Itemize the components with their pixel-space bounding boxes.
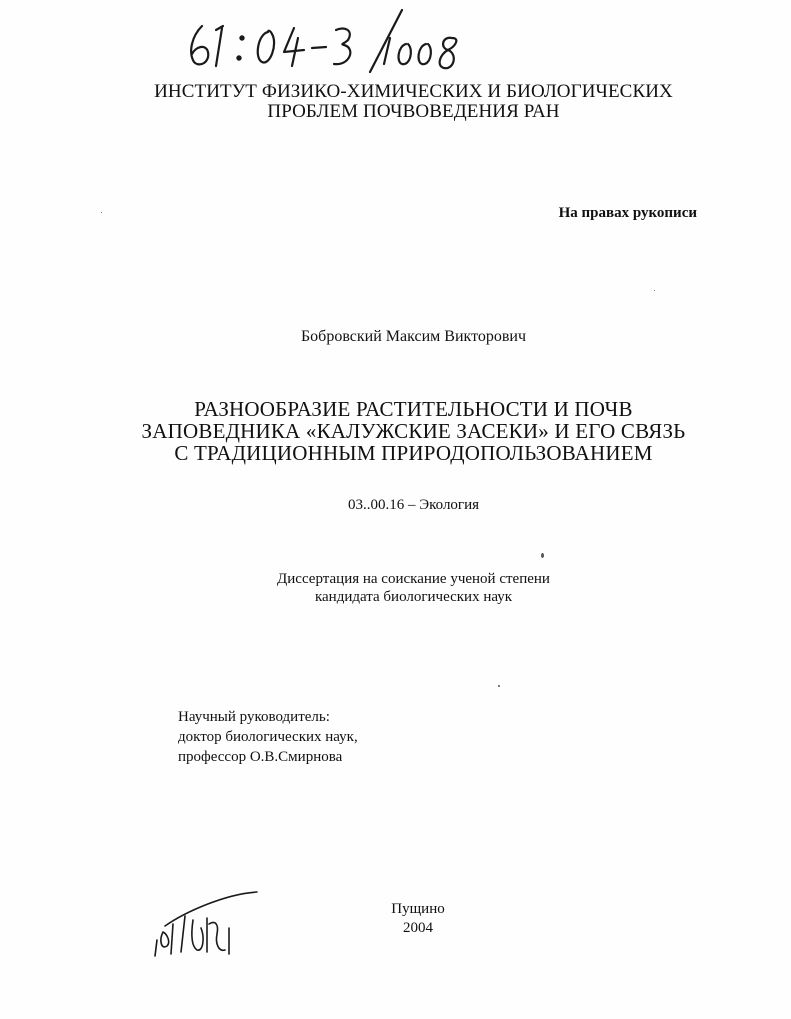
dissertation-degree-line1: Диссертация на соискание ученой степени: [277, 571, 550, 587]
supervisor-name: профессор О.В.Смирнова: [178, 749, 343, 765]
author-name: Бобровский Максим Викторович: [300, 328, 527, 345]
institute-name-line2: ПРОБЛЕМ ПОЧВОВЕДЕНИЯ РАН: [267, 101, 560, 122]
scan-speck: [541, 553, 544, 558]
publication-year: 2004: [403, 920, 433, 936]
thesis-title-line1: РАЗНООБРАЗИЕ РАСТИТЕЛЬНОСТИ И ПОЧВ: [194, 397, 633, 421]
scan-speck: [654, 290, 655, 291]
institute-name-line1: ИНСТИТУТ ФИЗИКО-ХИМИЧЕСКИХ И БИОЛОГИЧЕСКИХ: [154, 81, 673, 102]
supervisor-label: Научный руководитель:: [178, 709, 330, 725]
thesis-title-line2: ЗАПОВЕДНИКА «КАЛУЖСКИЕ ЗАСЕКИ» И ЕГО СВЯЗЬ: [141, 419, 686, 443]
handwritten-signature: [145, 880, 265, 960]
specialty-code: 03..00.16 – Экология: [347, 497, 480, 513]
publication-place: Пущино: [391, 901, 445, 917]
thesis-title-line3: С ТРАДИЦИОННЫМ ПРИРОДОПОЛЬЗОВАНИЕМ: [174, 441, 653, 465]
scan-speck: [101, 212, 102, 213]
rights-note: На правах рукописи: [558, 205, 697, 221]
handwritten-archive-code: [180, 8, 470, 74]
supervisor-degree: доктор биологических наук,: [178, 729, 358, 745]
dissertation-degree-line2: кандидата биологических наук: [314, 589, 513, 605]
scan-speck: [498, 685, 500, 687]
